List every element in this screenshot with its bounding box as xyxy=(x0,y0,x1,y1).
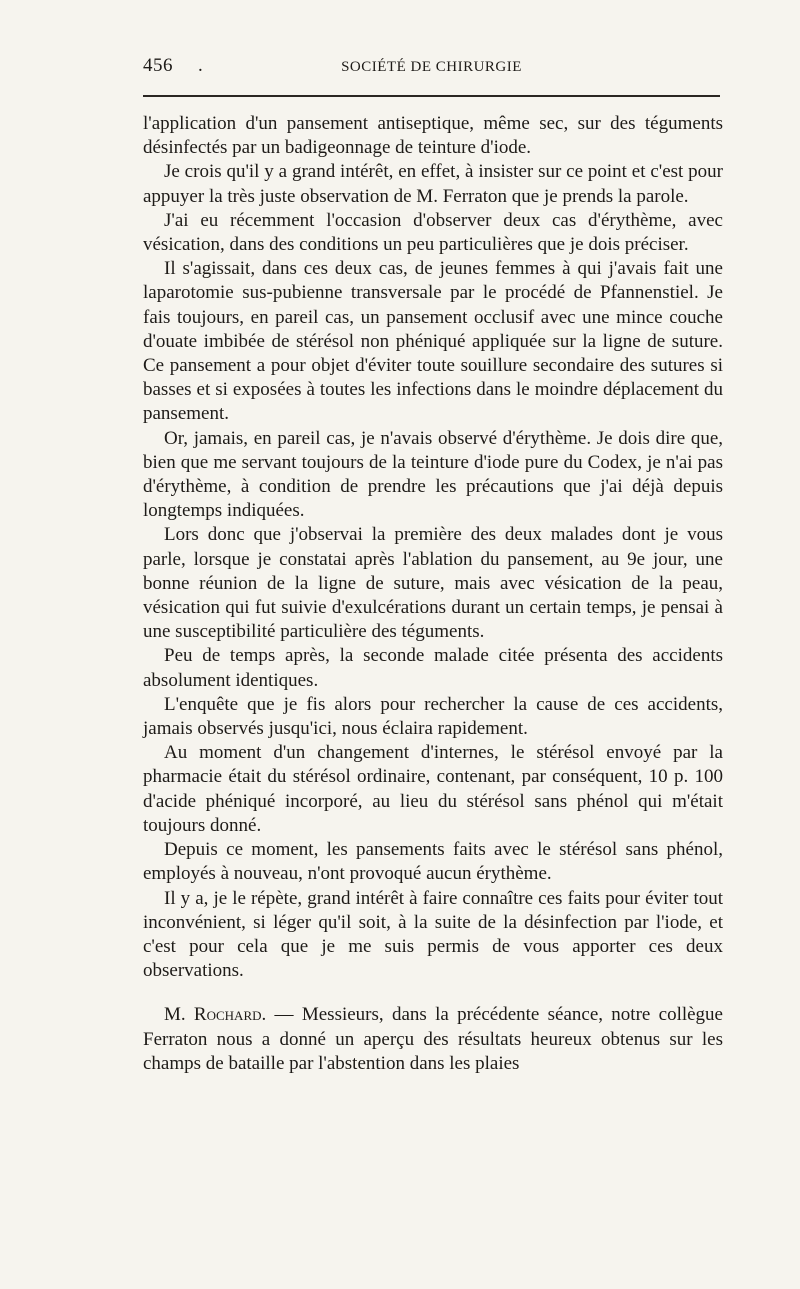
page-header xyxy=(143,55,720,83)
paragraph: Au moment d'un changement d'internes, le stérésol envoyé par la pharmacie était du stérésol ordinaire, contenant, par conséquent, 10 p. 100 d'acide phéniqué incorporé, au lieu du stérésol sans phénol qui m'était toujours donné. xyxy=(143,742,723,836)
page-number: 456 xyxy=(143,55,173,76)
paragraph: Or, jamais, en pareil cas, je n'avais observé d'érythème. Je dois dire que, bien que me servant toujours de la teinture d'iode pure du Codex, je n'ai pas d'érythème, à condition de prendre les précautions que j'ai déjà depuis longtemps indiquées. xyxy=(143,427,723,522)
speaker-paragraph xyxy=(143,1003,723,1076)
paragraph: Je crois qu'il y a grand intérêt, en effet, à insister sur ce point et c'est pour appuyer la très juste observation de M. Ferraton que je prends la parole. xyxy=(143,161,723,207)
speaker-name: M. Rochard. xyxy=(164,1004,267,1026)
speaker-text: — Messieurs, dans la précédente séance, notre collègue Ferraton nous a donné un aperçu des résultats heureux obtenus sur les champs de bataille par l'abstention dans les plaies xyxy=(143,1004,723,1074)
paragraph-gap xyxy=(143,983,723,1003)
body-text xyxy=(143,112,723,1076)
header-rule xyxy=(143,95,720,97)
paragraph: Peu de temps après, la seconde malade citée présenta des accidents absolument identiques. xyxy=(143,645,723,691)
paragraph: Lors donc que j'observai la première des deux malades dont je vous parle, lorsque je constatai après l'ablation du pansement, au 9e jour, une bonne réunion de la ligne de suture, mais avec vésication de la peau, vésication qui fut suivie d'exulcérations durant un certain temps, je pensai à une susceptibilité particulière des téguments. xyxy=(143,524,723,643)
paragraph: L'enquête que je fis alors pour rechercher la cause de ces accidents, jamais observés jusqu'ici, nous éclaira rapidement. xyxy=(143,693,723,740)
paragraph: l'application d'un pansement antiseptique, même sec, sur des téguments désinfectés par un badigeonnage de teinture d'iode. xyxy=(143,113,723,159)
header-separator: . xyxy=(198,55,204,76)
running-title: SOCIÉTÉ DE CHIRURGIE xyxy=(341,59,522,75)
paragraph: Il y a, je le répète, grand intérêt à faire connaître ces faits pour éviter tout inconvénient, si léger qu'il soit, à la suite de la désinfection par l'iode, et c'est pour cela que je me suis permis de vous apporter ces deux observations. xyxy=(143,887,723,982)
paragraph: J'ai eu récemment l'occasion d'observer deux cas d'érythème, avec vésication, dans des conditions un peu particulières que je dois préciser. xyxy=(143,209,723,256)
paragraph: Depuis ce moment, les pansements faits avec le stérésol sans phénol, employés à nouveau, n'ont provoqué aucun érythème. xyxy=(143,839,723,885)
paragraph: Il s'agissait, dans ces deux cas, de jeunes femmes à qui j'avais fait une laparotomie sus-pubienne transversale par le procédé de Pfannenstiel. Je fais toujours, en pareil cas, un pansement occlusif avec une mince couche d'ouate imbibée de stérésol non phéniqué appliquée sur la ligne de suture. Ce pansement a pour objet d'éviter toute souillure secondaire des sutures si basses et si exposées à toutes les infections dans le moindre déplacement du pansement. xyxy=(143,258,723,425)
